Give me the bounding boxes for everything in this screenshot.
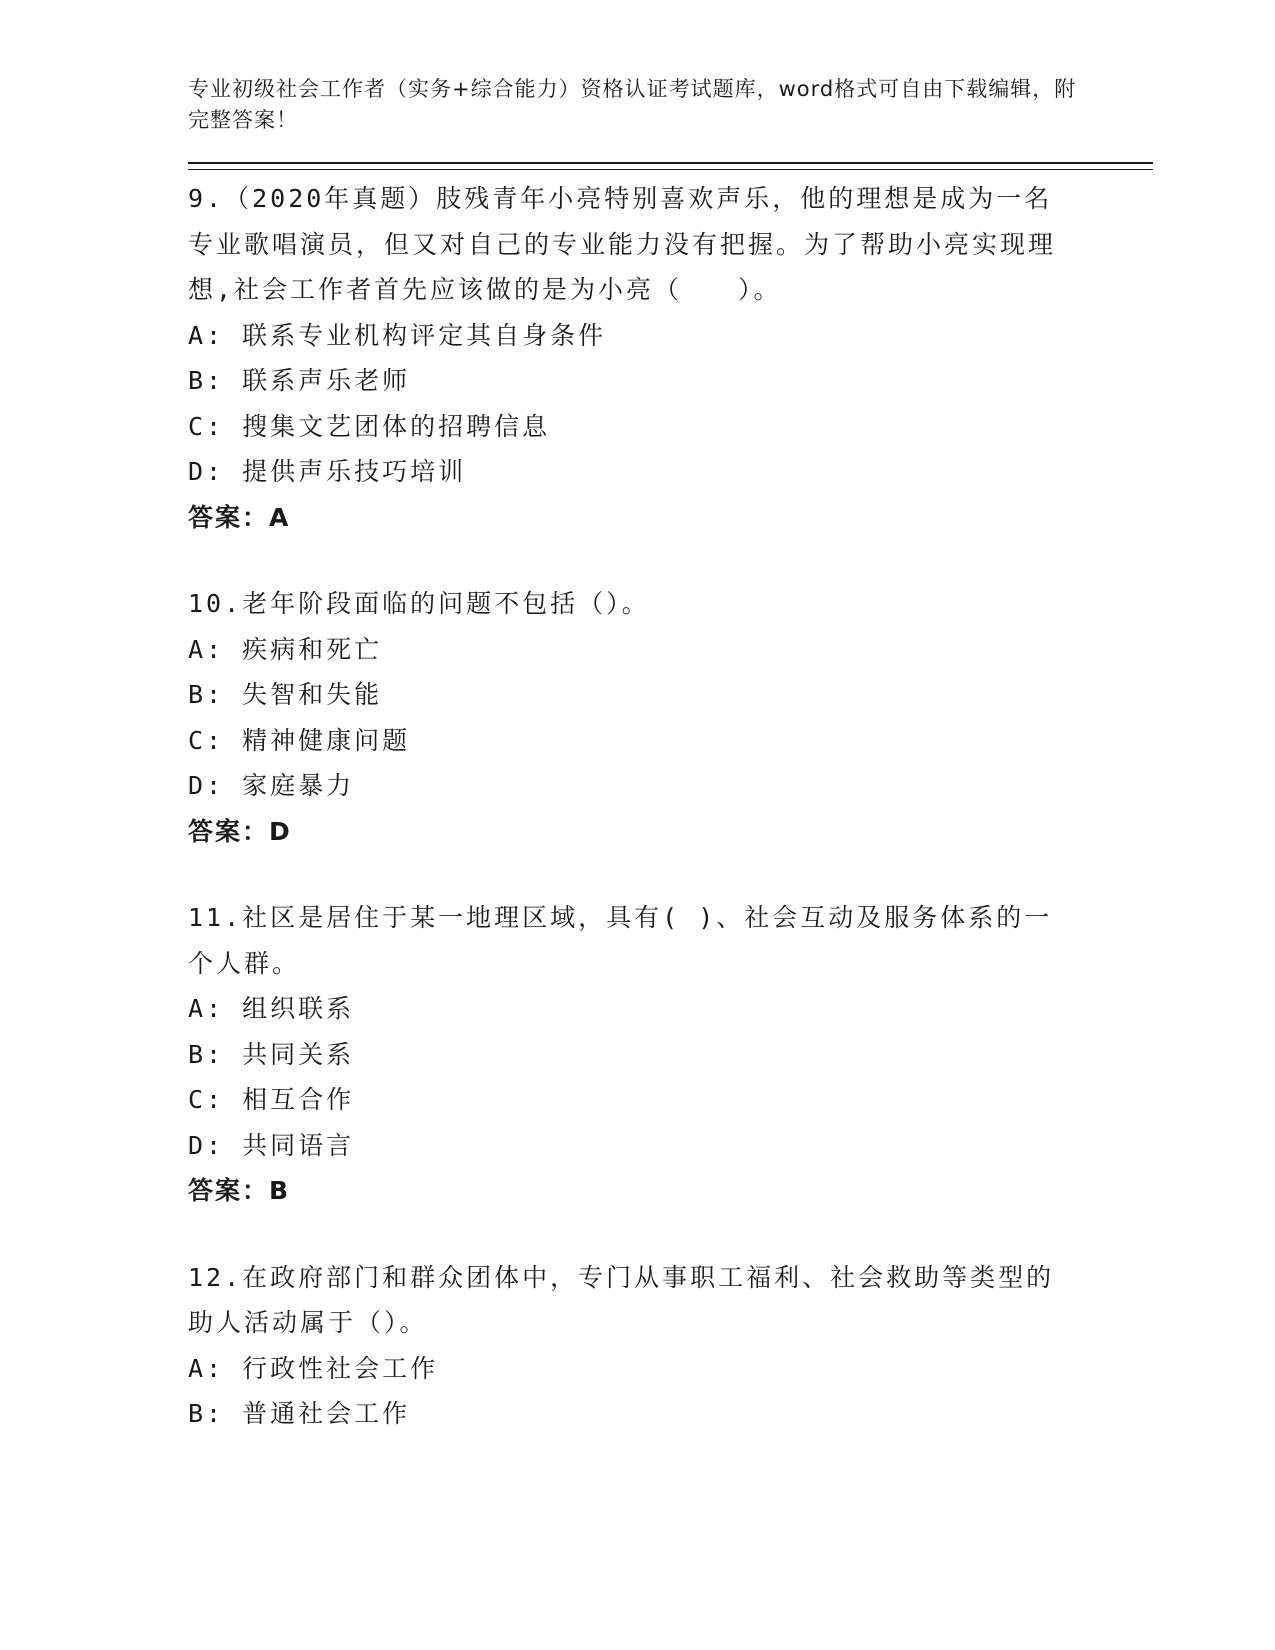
option-d: D: 家庭暴力 [188,771,355,800]
option-b: B: 共同关系 [188,1039,355,1069]
question-item [188,895,1153,1214]
option-d: D: 共同语言 [188,1130,355,1160]
option-a: A: 疾病和死亡 [188,634,383,664]
question-stem: 9.（2020年真题）肢残青年小亮特别喜欢声乐，他的理想是成为一名专业歌唱演员，但又对自己的专业能力没有把握。为了帮助小亮实现理想,社会工作者首先应该做的是为小亮（ ）。 [188,184,1057,304]
question-item [188,176,1153,540]
option-c: C: 精神健康问题 [188,725,411,755]
question-stem: 10.老年阶段面临的问题不包括（）。 [188,589,650,618]
option-b: B: 失智和失能 [188,680,383,709]
answer-line: 答案：B [188,1176,291,1205]
option-b: B: 联系声乐老师 [188,366,411,395]
option-c: C: 搜集文艺团体的招聘信息 [188,411,551,441]
question-list [188,176,1153,1437]
option-b: B: 普通社会工作 [188,1399,411,1428]
question-stem: 12.在政府部门和群众团体中，专门从事职工福利、社会救助等类型的助人活动属于（）。 [188,1262,1055,1337]
question-item [188,1255,1153,1437]
header-divider [188,162,1153,170]
option-d: D: 提供声乐技巧培训 [188,457,467,486]
header-description: 专业初级社会工作者（实务+综合能力）资格认证考试题库，word格式可自由下载编辑，附完整答案！ [188,77,1077,132]
option-a: A: 组织联系 [188,994,355,1023]
option-a: A: 联系专业机构评定其自身条件 [188,320,607,350]
question-stem: 11.社区是居住于某一地理区域，具有( )、社会互动及服务体系的一个人群。 [188,903,1053,978]
question-item [188,581,1153,854]
option-c: C: 相互合作 [188,1085,355,1114]
option-a: A: 行政性社会工作 [188,1353,439,1383]
document-page [188,74,1153,1478]
answer-line: 答案：A [188,502,291,532]
answer-line: 答案：D [188,816,292,846]
